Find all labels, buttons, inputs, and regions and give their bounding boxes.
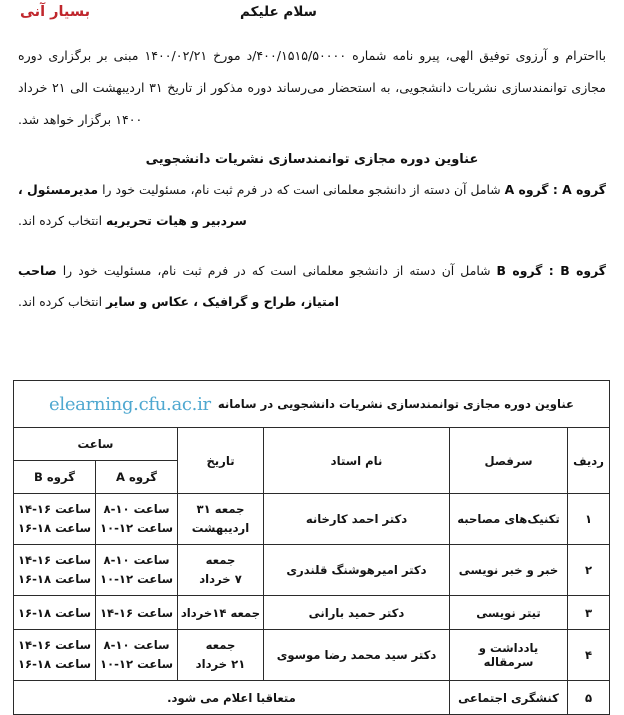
cell-saat-a-line1: ساعت ۱۰-۸: [103, 501, 170, 516]
table-row: [14, 494, 610, 545]
cell-ostad: دکتر امیرهوشنگ قلندری: [264, 545, 450, 596]
cell-sarfasl: کنشگری اجتماعی: [450, 681, 568, 715]
column-header-saat: ساعت: [14, 428, 178, 461]
cell-tarikh: [178, 494, 264, 545]
schedule-table-container: [14, 380, 610, 715]
cell-tarikh-line1: جمعه: [205, 638, 236, 653]
cell-saat-b-line2: ساعت ۱۸-۱۶: [17, 657, 92, 671]
column-header-sarfasl: سرفصل: [450, 428, 568, 494]
cell-saat-a-line2: ساعت ۱۲-۱۰: [99, 521, 174, 535]
cell-saat-a-line2: ساعت ۱۲-۱۰: [99, 657, 174, 671]
cell-saat-group-a: [96, 494, 178, 545]
cell-saat-group-a: [96, 545, 178, 596]
column-header-tarikh: تاریخ: [178, 428, 264, 494]
column-header-radif: ردیف: [568, 428, 610, 494]
intro-paragraph: بااحترام و آرزوی توفیق الهی، پیرو نامه شماره ۴۰۰/۱۵۱۵/۵۰۰۰۰/د مورخ ۱۴۰۰/۰۲/۲۱ مبنی بر برگزاری دوره مجازی توانمندسازی نشریات دانشجویی، به استحضار می‌رساند دوره مذکور از تاریخ ۳۱ اردیبهشت الی ۲۱ خرداد ۱۴۰۰ برگزار خواهد شد.: [18, 48, 607, 128]
urgent-priority-tag: بسیار آنی: [20, 4, 91, 20]
cell-pending-announcement: متعاقبا اعلام می شود.: [14, 681, 450, 715]
column-header-saat-group-b: گروه B: [14, 461, 96, 494]
cell-radif: ۲: [568, 545, 610, 596]
cell-tarikh-line2: اردیبهشت: [191, 521, 250, 535]
cell-saat-a-line2: ساعت ۱۲-۱۰: [99, 572, 174, 586]
cell-ostad: دکتر احمد کارخانه: [264, 494, 450, 545]
table-title-row: [14, 381, 610, 428]
salutation-text: سلام علیکم: [240, 4, 317, 20]
column-header-ostad: نام استاد: [264, 428, 450, 494]
cell-ostad: دکتر سید محمد رضا موسوی: [264, 630, 450, 681]
group-b-roles: صاحب امتیاز، طراح و گرافیک ، عکاس و سایر: [18, 263, 339, 309]
cell-saat-group-b: [14, 630, 96, 681]
cell-sarfasl: تکنیک‌های مصاحبه: [450, 494, 568, 545]
table-header-row-top: [14, 428, 610, 461]
cell-radif: ۱: [568, 494, 610, 545]
group-b-text-1: شامل آن دسته از دانشجو معلمانی است که در فرم ثبت نام، مسئولیت خود را: [56, 263, 497, 279]
cell-radif: ۴: [568, 630, 610, 681]
table-title-text: عناوین دوره مجازی توانمندسازی نشریات دانشجویی در سامانه: [217, 397, 574, 411]
group-a-roles: مدیرمسئول ، سردبیر و هیات تحریریه: [18, 182, 247, 228]
cell-saat-group-b: [14, 545, 96, 596]
cell-tarikh-line1: جمعه: [205, 553, 236, 568]
cell-tarikh-line2: ۷ خرداد: [199, 572, 242, 586]
table-row: [14, 630, 610, 681]
group-b-text-2: انتخاب کرده اند.: [18, 293, 106, 309]
group-a-text-1: شامل آن دسته از دانشجو معلمانی است که در فرم ثبت نام، مسئولیت خود را: [98, 182, 505, 198]
cell-saat-group-a: [96, 630, 178, 681]
cell-tarikh-line1: جمعه ۳۱: [196, 502, 245, 517]
cell-saat-b-line1: ساعت ۱۶-۱۴: [17, 637, 92, 652]
cell-tarikh: جمعه ۱۴خرداد: [178, 596, 264, 630]
cell-tarikh-line2: ۲۱ خرداد: [195, 657, 246, 671]
table-title-cell: [14, 381, 610, 428]
cell-saat-a-line1: ساعت ۱۰-۸: [103, 637, 170, 652]
cell-saat-b-line2: ساعت ۱۸-۱۶: [17, 521, 92, 535]
schedule-table: [13, 380, 610, 715]
table-row: [14, 681, 610, 715]
cell-ostad: دکتر حمید بارانی: [264, 596, 450, 630]
column-header-saat-group-a: گروه A: [96, 461, 178, 494]
table-row: [14, 596, 610, 630]
cell-saat-group-a: ساعت ۱۶-۱۴: [96, 596, 178, 630]
cell-sarfasl: خبر و خبر نویسی: [450, 545, 568, 596]
group-a-text-2: انتخاب کرده اند.: [18, 212, 106, 228]
group-a-description: [18, 175, 606, 236]
cell-radif: ۳: [568, 596, 610, 630]
group-b-description: [18, 256, 606, 317]
cell-tarikh: [178, 545, 264, 596]
cell-sarfasl: تیتر نویسی: [450, 596, 568, 630]
document-header: [14, 4, 610, 34]
cell-saat-b-line1: ساعت ۱۶-۱۴: [17, 501, 92, 516]
group-a-label: گروه A : گروه A: [504, 182, 607, 198]
cell-saat-group-b: ساعت ۱۸-۱۶: [14, 596, 96, 630]
cell-saat-group-b: [14, 494, 96, 545]
cell-saat-b-line2: ساعت ۱۸-۱۶: [17, 572, 92, 586]
cell-saat-b-line1: ساعت ۱۶-۱۴: [17, 552, 92, 567]
cell-radif: ۵: [568, 681, 610, 715]
table-row: [14, 545, 610, 596]
cell-saat-a-line1: ساعت ۱۰-۸: [103, 552, 170, 567]
section-heading: عناوین دوره مجازی توانمندسازی نشریات دانشجویی: [145, 152, 479, 168]
cell-tarikh: [178, 630, 264, 681]
group-b-label: گروه B : گروه B: [496, 263, 607, 279]
cell-sarfasl: یادداشت و سرمقاله: [450, 630, 568, 681]
elearning-url[interactable]: elearning.cfu.ac.ir: [49, 393, 211, 415]
